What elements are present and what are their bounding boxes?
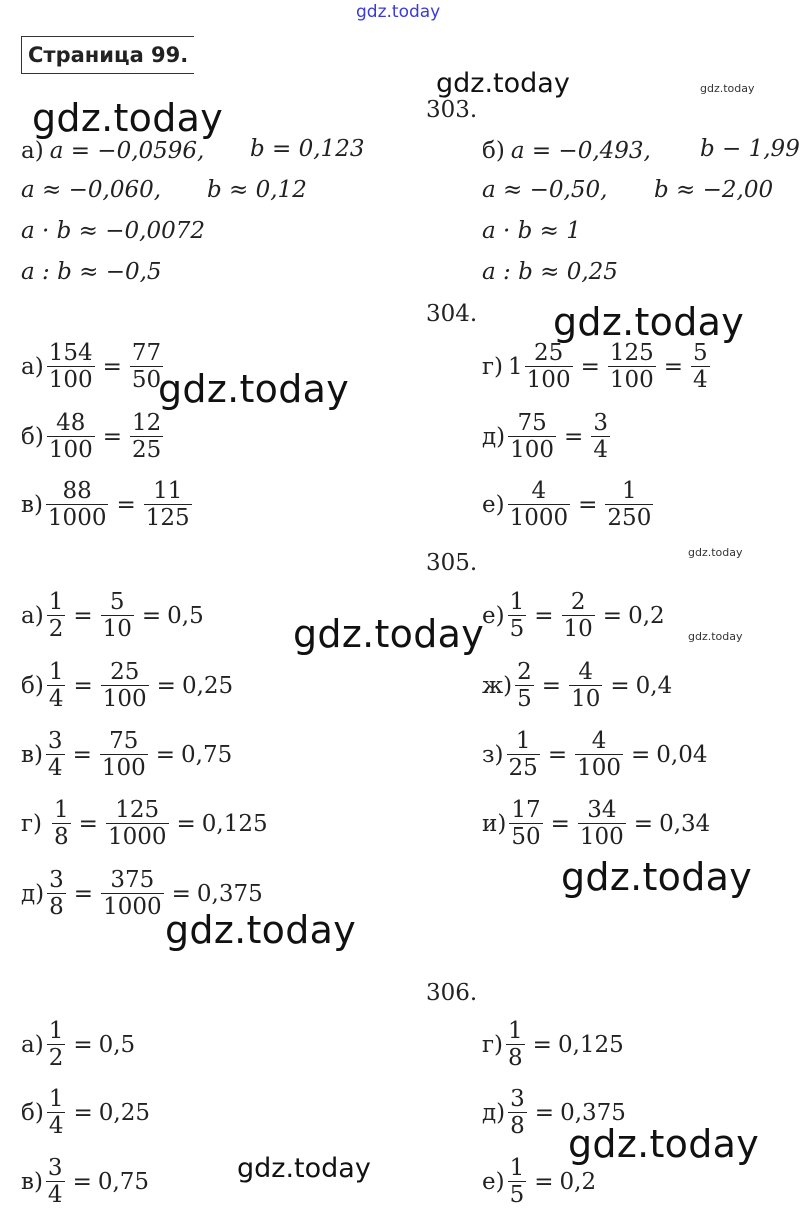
numerator: 75: [517, 410, 547, 436]
equals-sign: =: [610, 672, 630, 699]
fraction: [130, 340, 163, 394]
denominator: 1000: [107, 824, 167, 851]
numerator: 77: [131, 340, 162, 366]
numerator: 3: [47, 728, 63, 754]
item-label: з): [482, 741, 504, 768]
problem-306g: [482, 1018, 624, 1072]
denominator: 100: [510, 437, 555, 464]
watermark: gdz.today: [553, 300, 745, 344]
equals-sign: =: [171, 880, 191, 907]
numerator: 1: [48, 589, 64, 615]
fraction: [47, 340, 95, 394]
problem-304g: [482, 340, 712, 394]
denominator: 100: [609, 367, 654, 394]
numerator: 125: [115, 797, 160, 823]
numerator: 12: [132, 410, 162, 436]
denominator: 100: [101, 755, 146, 782]
problem-305i: [482, 797, 710, 851]
decimal-result: 0,25: [181, 672, 234, 699]
problem-306b: [21, 1086, 150, 1140]
math-expression: a : b ≈ 0,25: [482, 259, 618, 285]
denominator: 2: [48, 616, 64, 643]
item-label: в): [21, 741, 43, 768]
problem-306d: [482, 1086, 626, 1140]
equals-sign: =: [73, 672, 93, 699]
watermark: gdz.today: [237, 1153, 371, 1184]
numerator: 1: [622, 478, 637, 504]
numerator: 11: [153, 478, 183, 504]
denominator: 8: [510, 1113, 525, 1140]
equals-sign: =: [633, 810, 654, 837]
fraction: [47, 1086, 66, 1140]
denominator: 4: [48, 1113, 64, 1140]
problem-305a: [21, 589, 204, 643]
item-label: е): [482, 491, 505, 518]
task-number-303: 303.: [426, 97, 478, 123]
numerator: 154: [48, 340, 93, 366]
problem-304d: [482, 410, 612, 464]
math-expression: a · b ≈ −0,0072: [21, 218, 206, 244]
math-expression: b − 1,99: [700, 136, 800, 162]
equals-sign: =: [72, 1168, 92, 1195]
denominator: 5: [509, 1182, 525, 1209]
problem-305b: [21, 659, 233, 713]
fraction: [575, 728, 623, 782]
problem-303a-line1: [21, 138, 204, 164]
fraction: [47, 589, 66, 643]
watermark-top: gdz.today: [356, 2, 441, 22]
equals-sign: =: [102, 353, 122, 380]
equals-sign: =: [534, 1099, 555, 1126]
watermark: gdz.today: [688, 630, 743, 643]
equals-sign: =: [155, 741, 176, 768]
decimal-result: 0,2: [559, 1168, 597, 1195]
item-label: и): [482, 810, 507, 837]
denominator: 10: [563, 616, 593, 643]
problem-305zh: [482, 659, 672, 713]
math-expression: b ≈ −2,00: [654, 177, 774, 203]
decimal-result: 0,5: [167, 602, 204, 629]
fraction: [525, 340, 573, 394]
fraction: [569, 659, 602, 713]
decimal-result: 0,375: [196, 880, 263, 907]
fraction: [508, 589, 527, 643]
math-expression: a : b ≈ −0,5: [21, 259, 162, 285]
numerator: 25: [533, 340, 564, 366]
fraction: [144, 478, 192, 532]
item-label: в): [21, 1168, 43, 1195]
fraction: [508, 1155, 527, 1209]
equals-sign: =: [73, 880, 94, 907]
fraction: [46, 1155, 65, 1209]
page-label: Страница 99.: [21, 36, 194, 74]
numerator: 1: [48, 1086, 64, 1112]
fraction: [47, 1018, 66, 1072]
item-label: д): [21, 880, 45, 907]
problem-304v: [21, 478, 194, 532]
fraction: [47, 410, 95, 464]
denominator: 125: [145, 505, 190, 532]
problem-305d: [21, 867, 263, 921]
watermark: gdz.today: [293, 612, 485, 656]
problem-303b-line1: [482, 138, 651, 164]
equals-sign: =: [631, 741, 651, 768]
denominator: 4: [47, 1182, 63, 1209]
equals-sign: =: [550, 810, 570, 837]
denominator: 5: [509, 616, 525, 643]
numerator: 2: [570, 589, 586, 615]
math-expression: a ≈ −0,50,: [482, 177, 608, 203]
numerator: 3: [49, 867, 64, 893]
decimal-result: 0,4: [635, 672, 673, 699]
watermark: gdz.today: [688, 546, 743, 559]
watermark: gdz.today: [561, 855, 753, 899]
numerator: 1: [508, 1018, 523, 1044]
decimal-result: 0,34: [659, 810, 711, 837]
item-label: е): [482, 1168, 505, 1195]
decimal-result: 0,375: [560, 1099, 626, 1126]
denominator: 100: [526, 367, 571, 394]
equals-sign: =: [564, 423, 584, 450]
numerator: 1: [48, 1018, 64, 1044]
problem-305z: [482, 728, 708, 782]
problem-306v: [21, 1155, 149, 1209]
denominator: 100: [48, 437, 93, 464]
equals-sign: =: [156, 672, 176, 699]
equals-sign: =: [534, 1168, 554, 1195]
task-number-304: 304.: [426, 301, 478, 327]
numerator: 125: [609, 340, 654, 366]
denominator: 50: [131, 367, 162, 394]
item-label: б): [21, 423, 44, 450]
equals-sign: =: [78, 810, 98, 837]
numerator: 25: [110, 659, 140, 685]
math-expression: a · b ≈ 1: [482, 218, 581, 244]
numerator: 34: [587, 797, 617, 823]
denominator: 25: [508, 755, 538, 782]
fraction: [506, 1018, 525, 1072]
fraction: [608, 340, 656, 394]
item-label: е): [482, 602, 505, 629]
problem-304b: [21, 410, 165, 464]
math-expression: a = −0,493,: [510, 138, 651, 164]
item-label: б): [21, 672, 44, 699]
denominator: 8: [54, 824, 69, 851]
denominator: 100: [48, 367, 93, 394]
denominator: 10: [571, 686, 601, 713]
item-label: ж): [482, 672, 513, 699]
denominator: 25: [132, 437, 162, 464]
equals-sign: =: [72, 741, 92, 768]
denominator: 4: [48, 686, 64, 713]
watermark: gdz.today: [436, 68, 570, 99]
task-number-306: 306.: [426, 980, 478, 1006]
fraction: [605, 478, 653, 532]
denominator: 10: [102, 616, 132, 643]
fraction: [507, 728, 540, 782]
problem-305v: [21, 728, 232, 782]
equals-sign: =: [580, 353, 600, 380]
fraction: [47, 659, 66, 713]
denominator: 4: [47, 755, 63, 782]
item-label: г): [482, 1031, 504, 1058]
numerator: 2: [517, 659, 532, 685]
fraction: [509, 797, 542, 851]
denominator: 4: [593, 437, 608, 464]
item-label: а): [21, 353, 44, 380]
whole-part: 1: [508, 353, 523, 380]
watermark: gdz.today: [32, 96, 224, 140]
fraction: [591, 410, 610, 464]
equals-sign: =: [73, 1031, 93, 1058]
fraction: [508, 410, 556, 464]
problem-306e: [482, 1155, 596, 1209]
decimal-result: 0,125: [201, 810, 268, 837]
task-number-305: 305.: [426, 550, 478, 576]
fraction: [47, 867, 66, 921]
denominator: 8: [508, 1045, 523, 1072]
numerator: 75: [109, 728, 139, 754]
problem-304e: [482, 478, 655, 532]
watermark: gdz.today: [700, 82, 755, 95]
fraction: [691, 340, 710, 394]
numerator: 375: [110, 867, 155, 893]
watermark: gdz.today: [568, 1122, 760, 1166]
denominator: 1000: [509, 505, 569, 532]
item-label: б): [482, 138, 505, 164]
numerator: 1: [515, 728, 531, 754]
item-label: а): [21, 602, 44, 629]
denominator: 50: [511, 824, 541, 851]
numerator: 48: [56, 410, 86, 436]
decimal-result: 0,75: [181, 741, 233, 768]
fraction: [508, 1086, 527, 1140]
denominator: 1000: [47, 505, 107, 532]
numerator: 1: [54, 797, 69, 823]
fraction: [46, 478, 109, 532]
equals-sign: =: [141, 602, 162, 629]
math-expression: a = −0,0596,: [49, 138, 205, 164]
fraction: [578, 797, 626, 851]
watermark: gdz.today: [158, 367, 350, 411]
fraction: [515, 659, 534, 713]
equals-sign: =: [602, 602, 623, 629]
problem-306a: [21, 1018, 135, 1072]
denominator: 100: [102, 686, 147, 713]
math-expression: b = 0,123: [250, 136, 365, 162]
fraction: [130, 410, 163, 464]
decimal-result: 0,5: [98, 1031, 136, 1058]
denominator: 2: [48, 1045, 64, 1072]
fraction: [101, 867, 164, 921]
decimal-result: 0,125: [557, 1031, 624, 1058]
fraction: [508, 478, 571, 532]
item-label: б): [21, 1099, 44, 1126]
item-label: в): [21, 491, 43, 518]
fraction: [101, 589, 134, 643]
numerator: 4: [578, 659, 594, 685]
numerator: 4: [591, 728, 607, 754]
equals-sign: =: [578, 491, 598, 518]
denominator: 5: [517, 686, 532, 713]
numerator: 1: [509, 589, 525, 615]
numerator: 3: [510, 1086, 525, 1112]
equals-sign: =: [534, 602, 554, 629]
fraction: [101, 659, 149, 713]
item-label: д): [482, 423, 506, 450]
numerator: 5: [109, 589, 125, 615]
decimal-result: 0,25: [98, 1099, 150, 1126]
equals-sign: =: [73, 1099, 93, 1126]
equals-sign: =: [547, 741, 568, 768]
math-expression: a ≈ −0,060,: [21, 177, 162, 203]
problem-305g: [21, 797, 268, 851]
numerator: 1: [48, 659, 64, 685]
denominator: 4: [693, 367, 708, 394]
denominator: 250: [607, 505, 652, 532]
problem-304a: [21, 340, 165, 394]
item-label: г): [21, 810, 43, 837]
numerator: 5: [693, 340, 708, 366]
equals-sign: =: [532, 1031, 552, 1058]
numerator: 3: [47, 1155, 63, 1181]
fraction: [562, 589, 595, 643]
decimal-result: 0,2: [628, 602, 665, 629]
fraction: [106, 797, 169, 851]
numerator: 88: [62, 478, 92, 504]
equals-sign: =: [176, 810, 196, 837]
math-expression: b ≈ 0,12: [207, 177, 307, 203]
numerator: 17: [511, 797, 541, 823]
problem-305e: [482, 589, 665, 643]
fraction: [46, 728, 65, 782]
fraction: [100, 728, 148, 782]
item-label: д): [482, 1099, 506, 1126]
denominator: 8: [49, 894, 64, 921]
denominator: 100: [579, 824, 624, 851]
equals-sign: =: [102, 423, 123, 450]
item-label: г): [482, 353, 504, 380]
equals-sign: =: [116, 491, 136, 518]
fraction: [52, 797, 71, 851]
item-label: а): [21, 1031, 44, 1058]
decimal-result: 0,04: [656, 741, 708, 768]
numerator: 3: [593, 410, 608, 436]
watermark: gdz.today: [165, 908, 357, 952]
equals-sign: =: [541, 672, 562, 699]
item-label: а): [21, 138, 44, 164]
numerator: 4: [531, 478, 547, 504]
denominator: 100: [577, 755, 621, 782]
equals-sign: =: [663, 353, 684, 380]
equals-sign: =: [73, 602, 93, 629]
denominator: 1000: [103, 894, 162, 921]
decimal-result: 0,75: [97, 1168, 150, 1195]
numerator: 1: [509, 1155, 525, 1181]
